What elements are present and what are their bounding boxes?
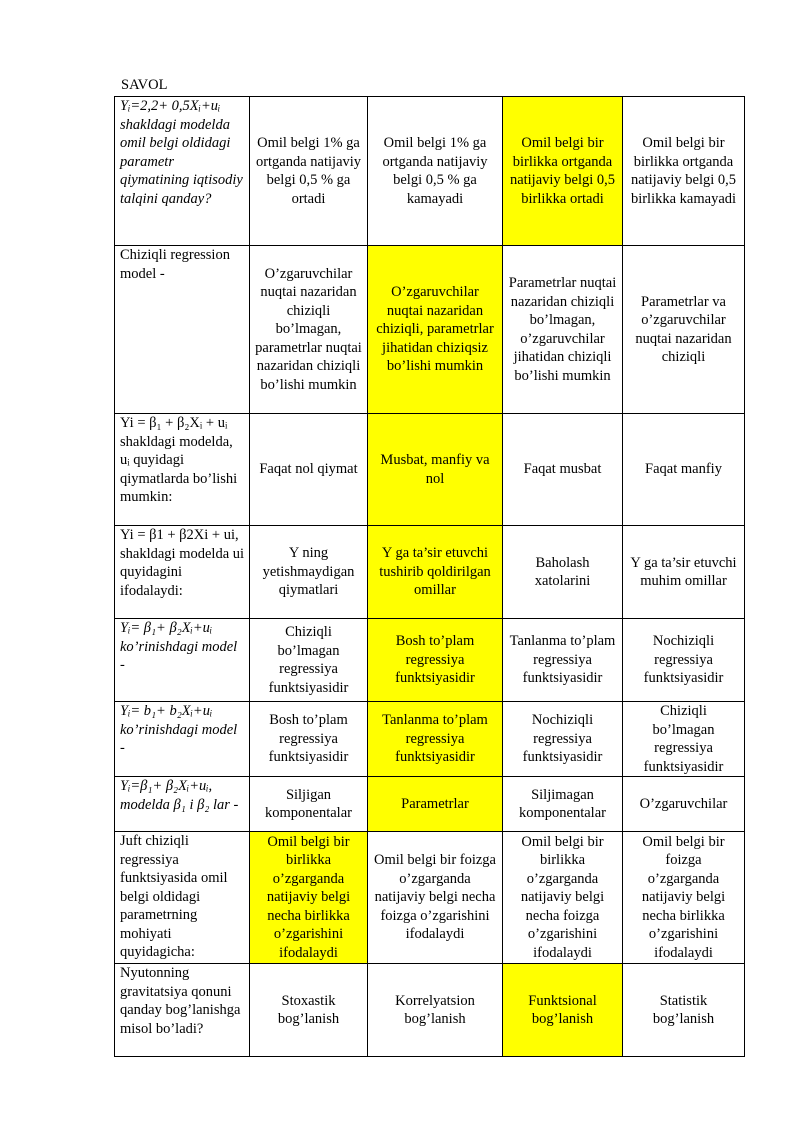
answer-option[interactable]: Siljigan komponentalar (250, 777, 368, 832)
question-row (115, 619, 745, 702)
question-text: Chiziqli regression model - (115, 246, 250, 414)
question-text: Yi = β₁ + β₂Xᵢ + uᵢ shakldagi modelda, uᵢ quyidagi qiymatlarda bo’lishi mumkin: (115, 414, 250, 526)
question-row (115, 526, 745, 619)
question-text: Yᵢ=β₁+ β₂Xᵢ+uᵢ, modelda β₁ i β₂ lar - (115, 777, 250, 832)
answer-option[interactable]: Y ning yetishmaydigan qiymatlari (250, 526, 368, 619)
answer-option[interactable]: Faqat manfiy (623, 414, 745, 526)
answer-option-correct[interactable]: Parametrlar (368, 777, 503, 832)
answer-option-correct[interactable]: Funktsional bog’lanish (503, 964, 623, 1057)
answer-option[interactable]: Parametrlar nuqtai nazaridan chiziqli bo’lmagan, o’zgaruvchilar jihatidan chiziqli bo’lishi mumkin (503, 246, 623, 414)
page-heading: SAVOL (121, 77, 168, 93)
answer-option[interactable]: Omil belgi bir foizga o’zgarganda natijaviy belgi necha birlikka o’zgarishini ifodalaydi (623, 832, 745, 964)
answer-option[interactable]: Bosh to’plam regressiya funktsiyasidir (250, 702, 368, 777)
answer-option[interactable]: Statistik bog’lanish (623, 964, 745, 1057)
question-text: Yᵢ= b₁+ b₂Xᵢ+uᵢ ko’rinishdagi model - (115, 702, 250, 777)
question-text: Yi = β1 + β2Xi + ui, shakldagi modelda ui quyidagini ifodalaydi: (115, 526, 250, 619)
answer-option-correct[interactable]: Y ga ta’sir etuvchi tushirib qoldirilgan omillar (368, 526, 503, 619)
question-row (115, 97, 745, 246)
answer-option[interactable]: Omil belgi bir birlikka ortganda natijaviy belgi 0,5 birlikka kamayadi (623, 97, 745, 246)
answer-option[interactable]: Parametrlar va o’zgaruvchilar nuqtai nazaridan chiziqli (623, 246, 745, 414)
answer-option[interactable]: Nochiziqli regressiya funktsiyasidir (623, 619, 745, 702)
question-text: Nyutonning gravitatsiya qonuni qanday bog’lanishga misol bo’ladi? (115, 964, 250, 1057)
answer-option[interactable]: Omil belgi 1% ga ortganda natijaviy belgi 0,5 % ga ortadi (250, 97, 368, 246)
question-row (115, 964, 745, 1057)
answer-option[interactable]: Siljimagan komponentalar (503, 777, 623, 832)
answer-option[interactable]: Tanlanma to’plam regressiya funktsiyasidir (503, 619, 623, 702)
answer-option[interactable]: Stoxastik bog’lanish (250, 964, 368, 1057)
answer-option[interactable]: Korrelyatsion bog’lanish (368, 964, 503, 1057)
answer-option[interactable]: O’zgaruvchilar (623, 777, 745, 832)
answer-option[interactable]: Baholash xatolarini (503, 526, 623, 619)
answer-option[interactable]: Y ga ta’sir etuvchi muhim omillar (623, 526, 745, 619)
answer-option[interactable]: O’zgaruvchilar nuqtai nazaridan chiziqli bo’lmagan, parametrlar nuqtai nazaridan chiziqli bo’lishi mumkin (250, 246, 368, 414)
question-text: Yᵢ=2,2+ 0,5Xᵢ+uᵢ shakldagi modelda omil belgi oldidagi parametr qiymatining iqtisodiy talqini qanday? (115, 97, 250, 246)
answer-option[interactable]: Chiziqli bo’lmagan regressiya funktsiyasidir (250, 619, 368, 702)
question-text: Juft chiziqli regressiya funktsiyasida omil belgi oldidagi parametrning mohiyati quyidagicha: (115, 832, 250, 964)
answer-option[interactable]: Faqat nol qiymat (250, 414, 368, 526)
answer-option[interactable]: Faqat musbat (503, 414, 623, 526)
question-row (115, 832, 745, 964)
answer-option-correct[interactable]: Omil belgi bir birlikka o’zgarganda natijaviy belgi necha birlikka o’zgarishini ifodalaydi (250, 832, 368, 964)
question-row (115, 702, 745, 777)
answer-option-correct[interactable]: Bosh to’plam regressiya funktsiyasidir (368, 619, 503, 702)
answer-option[interactable]: Nochiziqli regressiya funktsiyasidir (503, 702, 623, 777)
question-row (115, 246, 745, 414)
answer-option-correct[interactable]: O’zgaruvchilar nuqtai nazaridan chiziqli, parametrlar jihatidan chiziqsiz bo’lishi mumkin (368, 246, 503, 414)
answer-option[interactable]: Omil belgi bir foizga o’zgarganda natijaviy belgi necha foizga o’zgarishini ifodalaydi (368, 832, 503, 964)
quiz-table (114, 96, 745, 1057)
question-row (115, 414, 745, 526)
answer-option-correct[interactable]: Musbat, manfiy va nol (368, 414, 503, 526)
question-text: Yᵢ= β₁+ β₂Xᵢ+uᵢ ko’rinishdagi model - (115, 619, 250, 702)
answer-option[interactable]: Chiziqli bo’lmagan regressiya funktsiyasidir (623, 702, 745, 777)
answer-option-correct[interactable]: Omil belgi bir birlikka ortganda natijaviy belgi 0,5 birlikka ortadi (503, 97, 623, 246)
answer-option[interactable]: Omil belgi 1% ga ortganda natijaviy belgi 0,5 % ga kamayadi (368, 97, 503, 246)
question-row (115, 777, 745, 832)
answer-option[interactable]: Omil belgi bir birlikka o’zgarganda natijaviy belgi necha foizga o’zgarishini ifodalaydi (503, 832, 623, 964)
answer-option-correct[interactable]: Tanlanma to’plam regressiya funktsiyasidir (368, 702, 503, 777)
